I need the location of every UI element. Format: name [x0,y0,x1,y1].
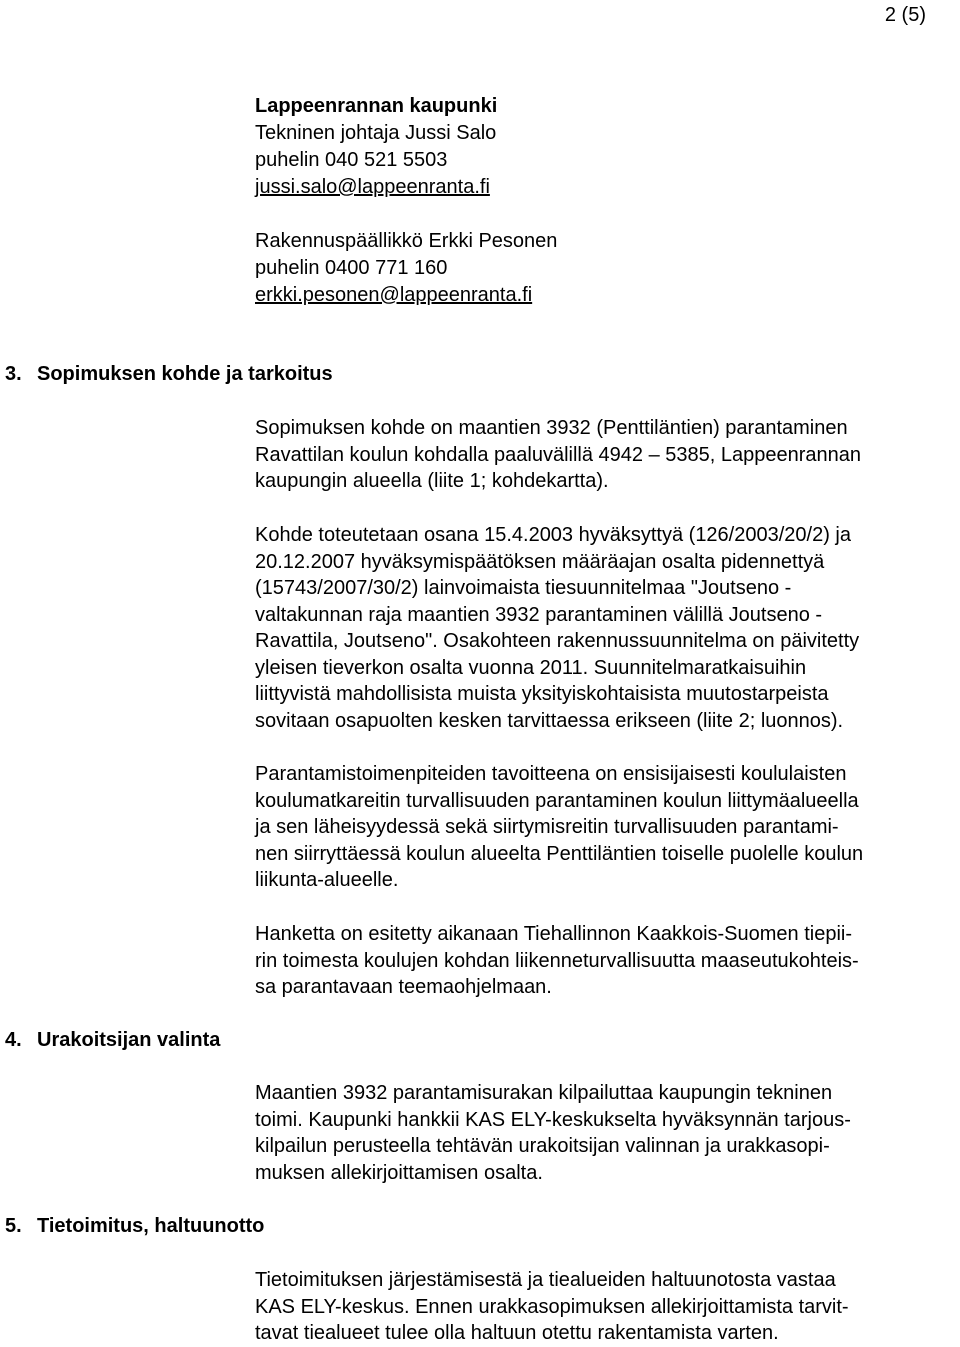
section-3-paragraph-3 [255,761,960,894]
paragraph-line: nen siirryttäessä koulun alueelta Penttiläntien toiselle puolelle koulun [255,842,864,865]
page-number: 2 (5) [884,4,926,26]
section-3-heading [5,361,333,387]
paragraph-line: Ravattila, Joutseno". Osakohteen rakennussuunnitelma on päivitetty [255,630,860,652]
paragraph-line: kilpailun perusteella tehtävän urakoitsijan valinnan ja urakkasopi- [255,1135,830,1157]
section-4-number: 4. [5,1029,22,1051]
section-4-paragraph-1 [255,1080,960,1186]
paragraph-line: toimi. Kaupunki hankkii KAS ELY-keskukselta hyväksynnän tarjous- [255,1108,851,1131]
paragraph-line: Kohde toteutetaan osana 15.4.2003 hyväksyttyä (126/2003/20/2) ja [255,524,851,546]
paragraph-line: Hanketta on esitetty aikanaan Tiehallinnon Kaakkois-Suomen tiepii- [255,923,853,945]
paragraph-line: muksen allekirjoittamisen osalta. [255,1161,543,1184]
contact-1-phone: puhelin 040 521 5503 [255,149,448,171]
paragraph-line: Maantien 3932 parantamisurakan kilpailuttaa kaupungin tekninen [255,1082,833,1104]
paragraph-line: liikunta-alueelle. [255,869,399,891]
paragraph-line: tavat tiealueet tulee olla haltuun otettu rakentamista varten. [255,1322,779,1344]
section-5-title: Tietoimitus, haltuunotto [37,1215,265,1237]
contact-block [255,93,935,309]
section-3-paragraph-1 [255,415,960,495]
contact-2-email-link[interactable]: erkki.pesonen@lappeenranta.fi [255,284,533,306]
paragraph-line: kaupungin alueella (liite 1; kohdekartta). [255,470,609,492]
paragraph-line: sa parantavaan teemaohjelmaan. [255,976,552,998]
paragraph-line: Parantamistoimenpiteiden tavoitteena on ensisijaisesti koululaisten [255,763,847,785]
paragraph-line: rin toimesta koulujen kohdan liikenneturvallisuutta maaseutukohteis- [255,949,859,972]
section-5-number: 5. [5,1215,22,1237]
paragraph-line: sovitaan osapuolten kesken tarvittaessa erikseen (liite 2; luonnos). [255,709,844,732]
paragraph-line: koulumatkareitin turvallisuuden parantaminen koulun liittymäalueella [255,789,859,812]
paragraph-line: Ravattilan koulun kohdalla paaluvälillä 4942 – 5385, Lappeenrannan [255,443,862,466]
paragraph-line: liittyvistä mahdollisista muista yksityiskohtaisista muutostarpeista [255,683,829,705]
paragraph-line: Tietoimituksen järjestämisestä ja tiealueiden haltuunotosta vastaa [255,1269,836,1291]
section-3-title: Sopimuksen kohde ja tarkoitus [37,363,333,385]
organization-name: Lappeenrannan kaupunki [255,95,498,117]
paragraph-line: valtakunnan raja maantien 3932 parantaminen välillä Joutseno - [255,603,823,626]
section-4-heading [5,1027,220,1053]
section-3-paragraph-2 [255,522,960,734]
paragraph-line: Sopimuksen kohde on maantien 3932 (Penttiläntien) parantaminen [255,417,848,439]
contact-2-phone: puhelin 0400 771 160 [255,257,448,279]
contact-2-title-name: Rakennuspäällikkö Erkki Pesonen [255,230,558,252]
section-5-heading [5,1213,264,1239]
paragraph-line: ja sen läheisyydessä sekä siirtymisreitin turvallisuuden parantami- [255,816,839,838]
contact-1-email-link[interactable]: jussi.salo@lappeenranta.fi [255,176,490,198]
section-4-title: Urakoitsijan valinta [37,1029,221,1051]
contact-1-title-name: Tekninen johtaja Jussi Salo [255,122,497,144]
section-3-number: 3. [5,363,22,385]
paragraph-line: 20.12.2007 hyväksymispäätöksen määräajan osalta pidennettyä [255,550,825,573]
section-3-paragraph-4 [255,921,960,1001]
section-5-paragraph-1 [255,1267,960,1347]
paragraph-line: yleisen tieverkon osalta vuonna 2011. Suunnitelmaratkaisuihin [255,656,807,679]
paragraph-line: KAS ELY-keskus. Ennen urakkasopimuksen allekirjoittamista tarvit- [255,1295,849,1318]
paragraph-line: (15743/2007/30/2) lainvoimaista tiesuunnitelmaa "Joutseno - [255,577,792,599]
